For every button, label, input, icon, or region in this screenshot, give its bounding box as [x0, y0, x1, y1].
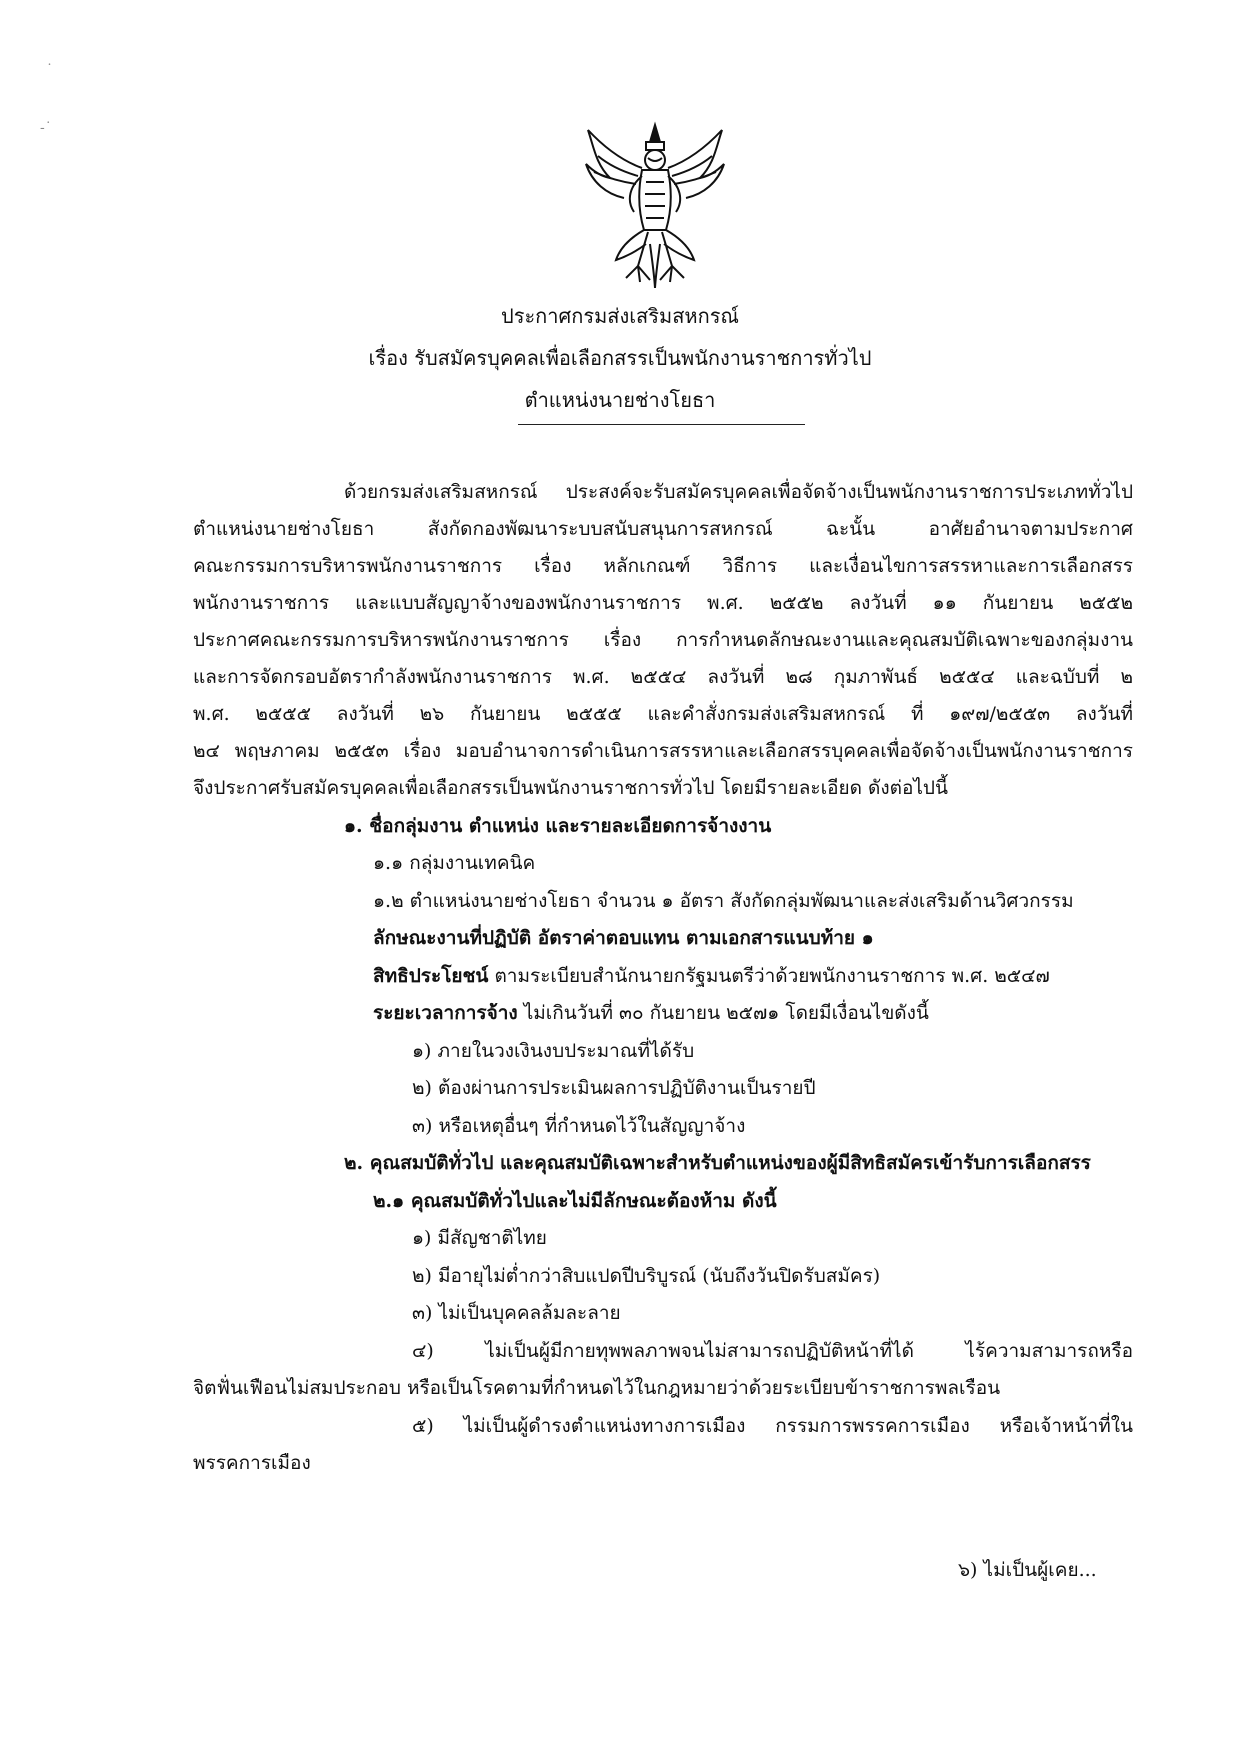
announcement-subject: เรื่อง รับสมัครบุคคลเพื่อเลือกสรรเป็นพนักงานราชการทั่วไป [368, 346, 872, 370]
subsection-2-1: ๒.๑ คุณสมบัติทั่วไปและไม่มีลักษณะต้องห้าม ดังนี้ [373, 1190, 777, 1212]
qualification-item: ๒) มีอายุไม่ต่ำกว่าสิบแปดปีบริบูรณ์ (นับถึงวันปิดรับสมัคร) [412, 1265, 881, 1287]
duties-label: ลักษณะงานที่ปฏิบัติ อัตราค่าตอบแทน ตามเอกสารแนบท้าย ๑ [373, 927, 874, 949]
paragraph-line: พ.ศ. ๒๕๕๕ ลงวันที่ ๒๖ กันยายน ๒๕๕๕ และคำสั่งกรมส่งเสริมสหกรณ์ ที่ ๑๙๗/๒๕๕๓ ลงวันที่ [193, 703, 1133, 725]
announcement-title: ประกาศกรมส่งเสริมสหกรณ์ [501, 304, 739, 328]
term-line [373, 1000, 929, 1026]
section-1-heading: ๑. ชื่อกลุ่มงาน ตำแหน่ง และรายละเอียดการจ้างงาน [344, 815, 772, 837]
condition-item: ๒) ต้องผ่านการประเมินผลการปฏิบัติงานเป็นรายปี [412, 1077, 816, 1099]
scan-speck: -˙ [40, 120, 52, 136]
term-text: ไม่เกินวันที่ ๓๐ กันยายน ๒๕๗๑ โดยมีเงื่อนไขดังนี้ [517, 1002, 929, 1024]
paragraph-line: คณะกรรมการบริหารพนักงานราชการ เรื่อง หลักเกณฑ์ วิธีการ และเงื่อนไขการสรรหาและการเลือกสรร [193, 555, 1133, 577]
condition-item: ๑) ภายในวงเงินงบประมาณที่ได้รับ [412, 1040, 695, 1062]
qualification-item: ๓) ไม่เป็นบุคคลล้มละลาย [412, 1302, 621, 1324]
paragraph-line: ๒๔ พฤษภาคม ๒๕๕๓ เรื่อง มอบอำนาจการดำเนินการสรรหาและเลือกสรรบุคคลเพื่อจัดจ้างเป็นพนักงานราชการ [193, 740, 1133, 762]
scan-speck: ˙ [46, 62, 53, 78]
paragraph-line: พนักงานราชการ และแบบสัญญาจ้างของพนักงานราชการ พ.ศ. ๒๕๕๒ ลงวันที่ ๑๑ กันยายน ๒๕๕๒ [193, 592, 1133, 614]
announcement-position: ตำแหน่งนายช่างโยธา [524, 388, 716, 412]
page-continuation: ๖) ไม่เป็นผู้เคย... [958, 1559, 1097, 1581]
qualification-continuation: พรรคการเมือง [193, 1452, 311, 1474]
garuda-emblem-icon [580, 120, 730, 295]
title-underline [518, 424, 805, 425]
qualification-item: ๕) ไม่เป็นผู้ดำรงตำแหน่งทางการเมือง กรรมการพรรคการเมือง หรือเจ้าหน้าที่ใน [412, 1415, 1133, 1437]
qualification-item: ๑) มีสัญชาติไทย [412, 1227, 547, 1249]
condition-item: ๓) หรือเหตุอื่นๆ ที่กำหนดไว้ในสัญญาจ้าง [412, 1115, 746, 1137]
paragraph-line: จึงประกาศรับสมัครบุคคลเพื่อเลือกสรรเป็นพนักงานราชการทั่วไป โดยมีรายละเอียด ดังต่อไปนี้ [193, 777, 948, 799]
paragraph-line: ตำแหน่งนายช่างโยธา สังกัดกองพัฒนาระบบสนับสนุนการสหกรณ์ ฉะนั้น อาศัยอำนาจตามประกาศ [193, 518, 1133, 540]
benefits-line [373, 963, 1050, 989]
paragraph-line: และการจัดกรอบอัตรากำลังพนักงานราชการ พ.ศ. ๒๕๕๔ ลงวันที่ ๒๘ กุมภาพันธ์ ๒๕๕๔ และฉบับที่ ๒ [193, 666, 1133, 688]
paragraph-line: ด้วยกรมส่งเสริมสหกรณ์ ประสงค์จะรับสมัครบุคคลเพื่อจัดจ้างเป็นพนักงานราชการประเภททั่วไป [344, 481, 1133, 503]
qualification-item: ๔) ไม่เป็นผู้มีกายทุพพลภาพจนไม่สามารถปฏิบัติหน้าที่ได้ ไร้ความสามารถหรือ [412, 1340, 1133, 1362]
benefits-text: ตามระเบียบสำนักนายกรัฐมนตรีว่าด้วยพนักงานราชการ พ.ศ. ๒๕๔๗ [488, 965, 1050, 987]
paragraph-line: ประกาศคณะกรรมการบริหารพนักงานราชการ เรื่อง การกำหนดลักษณะงานและคุณสมบัติเฉพาะของกลุ่มงาน [193, 629, 1133, 651]
term-label: ระยะเวลาการจ้าง [373, 1002, 518, 1024]
section-2-heading: ๒. คุณสมบัติทั่วไป และคุณสมบัติเฉพาะสำหรับตำแหน่งของผู้มีสิทธิสมัครเข้ารับการเลือกสรร [344, 1152, 1091, 1174]
qualification-continuation: จิตฟั่นเฟือนไม่สมประกอบ หรือเป็นโรคตามที่กำหนดไว้ในกฎหมายว่าด้วยระเบียบข้าราชการพลเรือน [193, 1377, 1001, 1399]
benefits-label: สิทธิประโยชน์ [373, 965, 489, 987]
subsection-1-2: ๑.๒ ตำแหน่งนายช่างโยธา จำนวน ๑ อัตรา สังกัดกลุ่มพัฒนาและส่งเสริมด้านวิศวกรรม [373, 890, 1074, 912]
subsection-1-1: ๑.๑ กลุ่มงานเทคนิค [373, 852, 536, 874]
